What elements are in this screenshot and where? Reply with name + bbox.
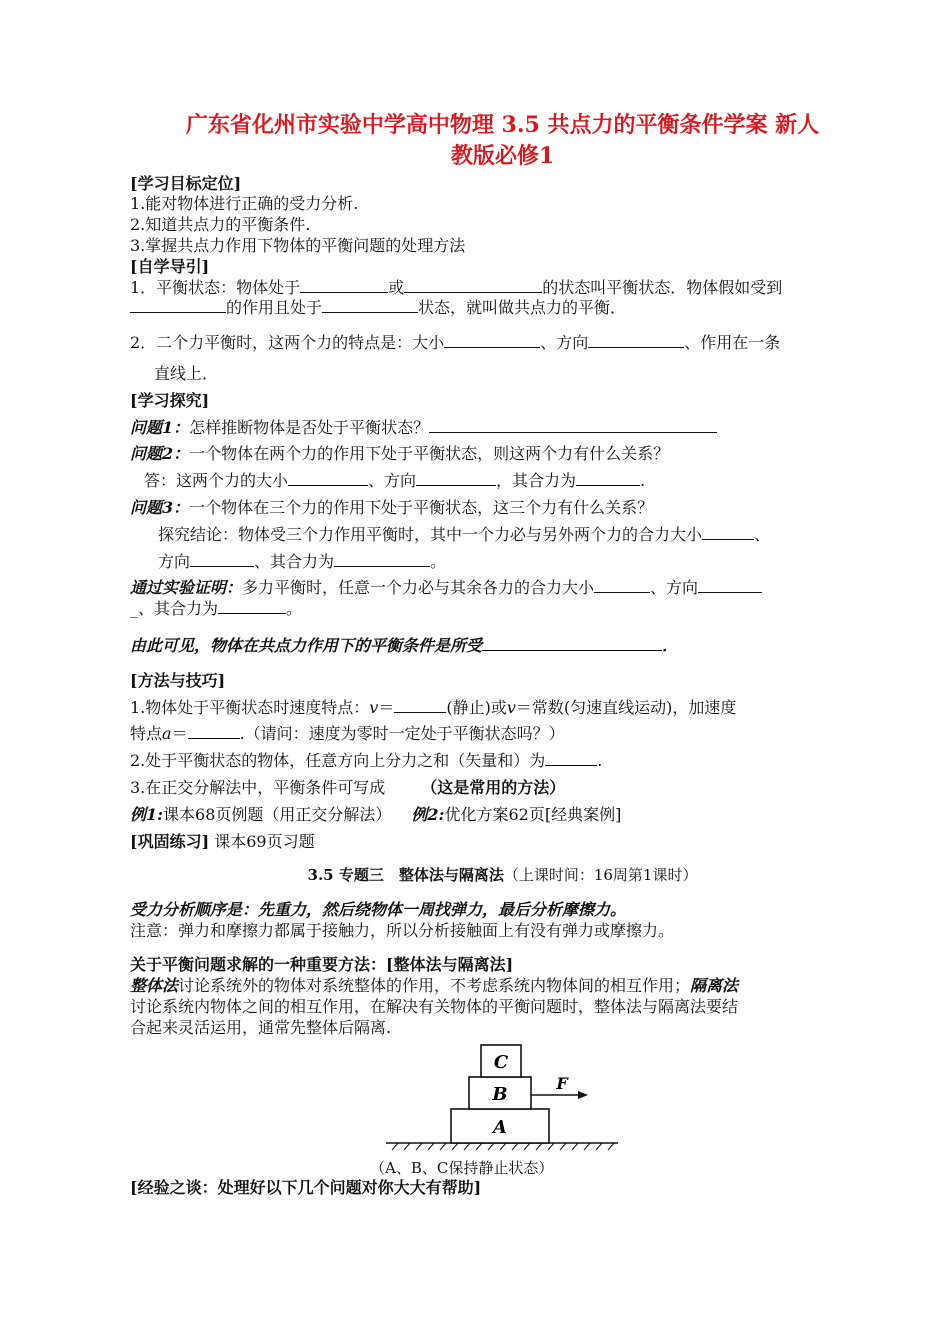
problem-2-answer	[130, 471, 875, 492]
answer-blank[interactable]	[334, 552, 430, 567]
answer-blank[interactable]	[429, 418, 717, 433]
variable: v	[369, 697, 379, 717]
section-self-study	[130, 257, 875, 385]
answer-blank[interactable]	[218, 599, 286, 614]
text-span: 1．平衡状态：物体处于	[130, 277, 301, 297]
problem-1	[130, 418, 875, 439]
text-span: 一个物体在两个力的作用下处于平衡状态，则这两个力有什么关系？	[189, 444, 670, 464]
problem-3	[130, 498, 875, 519]
arrow-head-icon	[578, 1091, 588, 1099]
text-span: 、方向	[650, 578, 699, 598]
experience-heading: [经验之谈：处理好以下几个问题对你大大有帮助]	[130, 1178, 482, 1198]
text-span: 、方向	[540, 333, 589, 353]
topic-title	[130, 866, 875, 886]
goal-item: 3.掌握共点力作用下物体的平衡问题的处理方法	[130, 235, 466, 255]
method-1	[130, 724, 875, 745]
variable: v	[506, 697, 516, 717]
blocks-diagram	[130, 1039, 875, 1159]
ground-hatch	[392, 1143, 614, 1150]
question-line: 直线上．	[154, 363, 219, 383]
answer-blank[interactable]	[416, 471, 496, 486]
text-span: 特点	[130, 724, 163, 744]
method-heading: 关于平衡问题求解的一种重要方法：[整体法与隔离法]	[130, 955, 514, 975]
text-span: （上课时间：16周第1课时）	[503, 866, 698, 885]
section-heading: [学习目标定位]	[130, 173, 242, 193]
answer-blank[interactable]	[300, 278, 388, 293]
section-heading: [巩固练习]	[130, 831, 210, 851]
text-span: 方向	[158, 551, 191, 571]
examples-line	[130, 805, 875, 826]
text-span: 2.处于平衡状态的物体，任意方向上分力之和（矢量和）为	[130, 751, 546, 771]
text-span: .	[640, 471, 646, 491]
practice-line	[130, 832, 875, 853]
section-explore	[130, 391, 875, 657]
text-span: ，其合力为	[496, 471, 577, 491]
section-heading: [方法与技巧]	[130, 670, 226, 690]
experiment-proof	[130, 599, 875, 620]
section-topic-3	[130, 866, 875, 1199]
section-learning-goals	[130, 174, 875, 257]
answer-blank[interactable]	[190, 552, 254, 567]
text-span: 答：这两个力的大小	[144, 471, 289, 491]
answer-blank[interactable]	[545, 751, 597, 766]
blocks-figure	[130, 1039, 875, 1159]
label-a: A	[493, 1116, 507, 1138]
analysis-order: 受力分析顺序是：先重力，然后绕物体一周找弹力，最后分析摩擦力。	[130, 899, 627, 919]
example-label: 例1:	[130, 804, 164, 824]
problem-3-conclusion	[130, 552, 875, 573]
answer-blank[interactable]	[404, 278, 542, 293]
text-span: ＝常数(匀速直线运动)，加速度	[515, 697, 737, 717]
answer-blank[interactable]	[288, 471, 368, 486]
equilibrium-conclusion	[130, 636, 875, 657]
problem-label: 问题3：	[130, 497, 190, 517]
text-span: .	[597, 751, 603, 771]
text-span: ．	[662, 635, 679, 655]
method-description: 合起来灵活运用，通常先整体后隔离.	[130, 1017, 392, 1037]
text-span: 或	[388, 277, 405, 297]
text-span: 、	[754, 524, 771, 544]
answer-blank[interactable]	[188, 724, 240, 739]
text-span: _、其合力为	[130, 599, 219, 619]
text-span: ＝	[378, 697, 395, 717]
note-line: 注意：弹力和摩擦力都属于接触力，所以分析接触面上有没有弹力或摩擦力。	[130, 920, 675, 940]
experiment-label: 通过实验证明：	[130, 578, 243, 598]
variable: a	[162, 724, 172, 744]
text-span: ＝	[171, 724, 188, 744]
document-page	[130, 110, 875, 1199]
text-span: （这是常用的方法）	[421, 777, 566, 797]
answer-blank[interactable]	[594, 578, 650, 593]
text-span: (静止)或	[446, 697, 507, 717]
text-span: 由此可见，物体在共点力作用下的平衡条件是所受	[130, 635, 483, 655]
problem-3-conclusion	[130, 525, 875, 546]
text-span: 课本68页例题（用正交分解法）	[163, 804, 392, 824]
text-span: 的状态叫平衡状态．物体假如受到	[542, 277, 783, 297]
text-span: 探究结论：物体受三个力作用平衡时，其中一个力必与另外两个力的合力大小	[158, 524, 703, 544]
method-3	[130, 778, 875, 799]
term-label: 整体法	[130, 976, 179, 996]
method-1	[130, 698, 875, 719]
text-span: 、方向	[368, 471, 417, 491]
method-description: 讨论系统内物体之间的相互作用，在解决有关物体的平衡问题时，整体法与隔离法要结	[130, 997, 739, 1016]
document-title	[130, 110, 875, 172]
text-span: 一个物体在三个力的作用下处于平衡状态，这三个力有什么关系？	[189, 497, 654, 517]
text-span: 2．二个力平衡时，这两个力的特点是：大小	[130, 333, 445, 353]
example-label: 例2:	[411, 804, 445, 824]
answer-blank[interactable]	[130, 298, 226, 313]
text-span: 的作用且处于	[226, 298, 323, 318]
title-line-2: 教版必修1	[450, 142, 555, 169]
label-c: C	[493, 1051, 509, 1073]
answer-blank[interactable]	[444, 333, 540, 348]
answer-blank[interactable]	[576, 471, 640, 486]
text-span: 、其合力为	[254, 551, 335, 571]
answer-blank[interactable]	[322, 298, 418, 313]
section-heading: [自学导引]	[130, 256, 210, 276]
text-span: 课本69页习题	[214, 831, 315, 851]
text-span: 。	[430, 551, 447, 571]
answer-blank[interactable]	[702, 525, 754, 540]
goal-item: 1.能对物体进行正确的受力分析.	[130, 194, 359, 214]
method-2	[130, 751, 875, 772]
text-span: .（请问：速度为零时一定处于平衡状态吗？）	[239, 724, 565, 744]
problem-label: 问题1：	[130, 417, 190, 437]
answer-blank[interactable]	[482, 636, 662, 651]
term-label: 隔离法	[690, 976, 739, 996]
text-span: 。	[286, 599, 303, 619]
question-line	[130, 278, 875, 299]
text-span: 、作用在一条	[684, 333, 781, 353]
title-line-1: 广东省化州市实验中学高中物理 3.5 共点力的平衡条件学案 新人	[185, 112, 820, 138]
label-b: B	[492, 1083, 508, 1105]
method-description	[130, 976, 875, 997]
text-span: 优化方案62页[经典案例]	[444, 804, 622, 824]
section-methods	[130, 671, 875, 853]
text-span: 1.物体处于平衡状态时速度特点：	[130, 697, 370, 717]
question-line	[130, 333, 875, 354]
experiment-proof	[130, 578, 875, 599]
figure-caption: （A、B、C保持静止状态）	[370, 1158, 554, 1177]
answer-blank[interactable]	[394, 698, 446, 713]
text-span: 3.在正交分解法中，平衡条件可写成	[130, 777, 386, 797]
section-heading: [学习探究]	[130, 390, 210, 410]
label-f: F	[556, 1073, 568, 1093]
goal-item: 2.知道共点力的平衡条件.	[130, 215, 311, 235]
text-span: 讨论系统外的物体对系统整体的作用，不考虑系统内物体间的相互作用；	[178, 976, 691, 996]
problem-2	[130, 444, 875, 465]
text-span: 3.5 专题三 整体法与隔离法	[307, 866, 504, 885]
question-line	[130, 298, 875, 319]
problem-label: 问题2：	[130, 444, 190, 464]
text-span: 多力平衡时，任意一个力必与其余各力的合力大小	[242, 578, 595, 598]
answer-blank[interactable]	[698, 578, 762, 593]
text-span: 怎样推断物体是否处于平衡状态？	[189, 417, 430, 437]
text-span: 状态，就叫做共点力的平衡．	[418, 298, 627, 318]
answer-blank[interactable]	[588, 333, 684, 348]
